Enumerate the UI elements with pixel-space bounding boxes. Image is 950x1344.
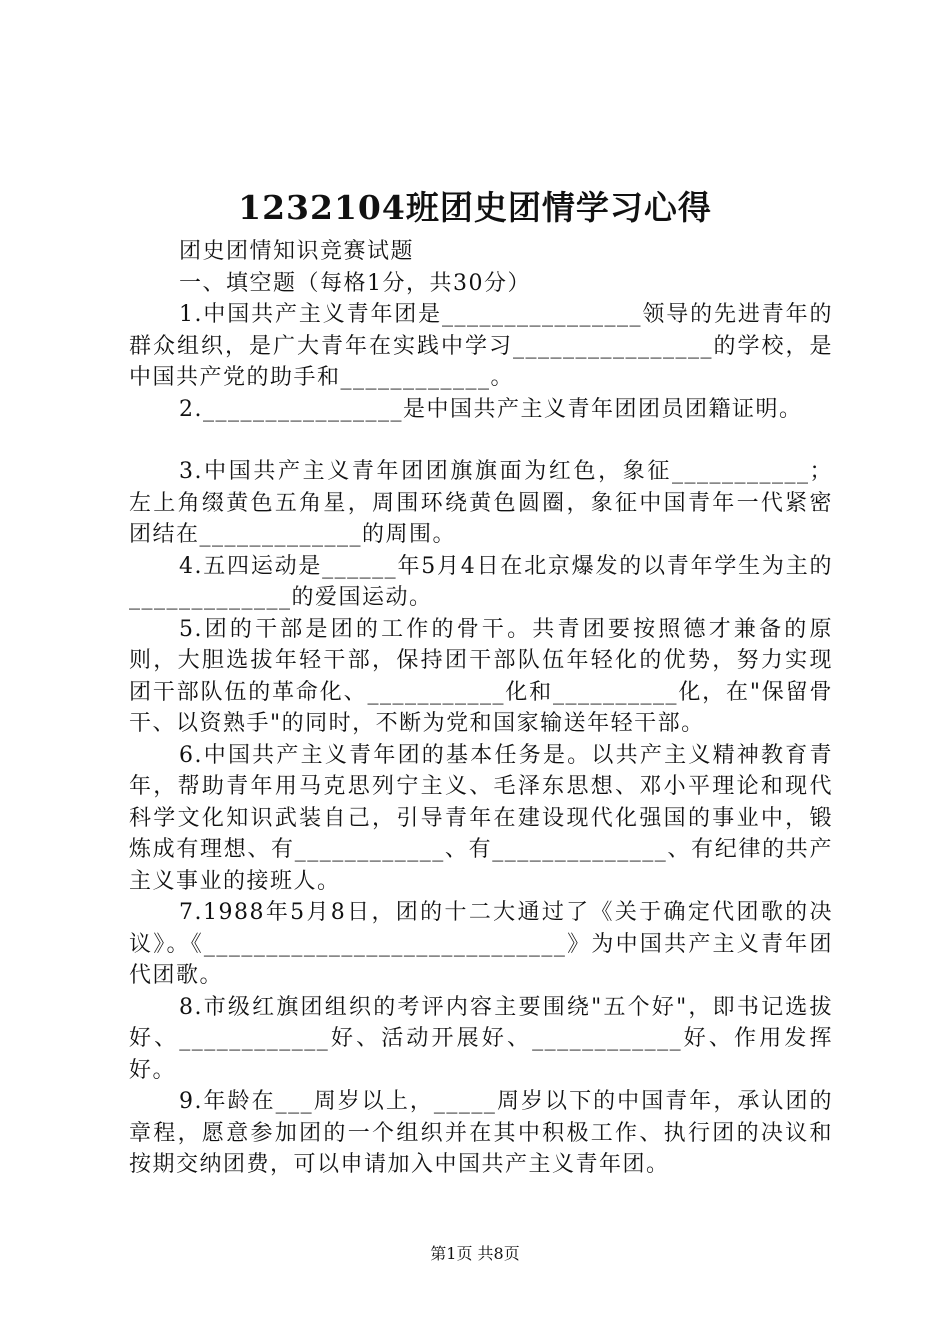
question-1: 1.中国共产主义青年团是________________领导的先进青年的群众组织，是广大青年在实践中学习________________的学校，是中国共产党的助手和____________。 [129, 302, 833, 390]
question-5: 5.团的干部是团的工作的骨干。共青团要按照德才兼备的原则，大胆选拔年轻干部，保持团干部队伍年轻化的优势，努力实现团干部队伍的革命化、___________化和__________化，在"保留骨干、以资熟手"的同时，不断为党和国家输送年轻干部。 [129, 616, 833, 736]
question-4: 4.五四运动是______年5月4日在北京爆发的以青年学生为主的_____________的爱国运动。 [129, 553, 833, 610]
question-2: 2.________________是中国共产主义青年团团员团籍证明。 [179, 396, 803, 422]
question-8: 8.市级红旗团组织的考评内容主要围绕"五个好"，即书记选拔好、____________好、活动开展好、____________好、作用发挥好。 [129, 994, 833, 1083]
page-footer: 第1页 共8页 [430, 1244, 520, 1263]
question-7: 7.1988年5月8日，团的十二大通过了《关于确定代团歌的决议》。《_____________________________》为中国共产主义青年团代团歌。 [129, 900, 833, 988]
exam-subtitle: 团史团情知识竞赛试题 [179, 239, 415, 264]
question-3: 3.中国共产主义青年团团旗旗面为红色，象征___________；左上角缀黄色五角星，周围环绕黄色圆圈，象征中国青年一代紧密团结在_____________的周围。 [129, 459, 833, 547]
question-9: 9.年龄在___周岁以上，_____周岁以下的中国青年，承认团的章程，愿意参加团的一个组织并在其中积极工作、执行团的决议和按期交纳团费，可以申请加入中国共产主义青年团。 [129, 1089, 833, 1177]
document-body [129, 236, 833, 1181]
question-6: 6.中国共产主义青年团的基本任务是。以共产主义精神教育青年，帮助青年用马克思列宁主义、毛泽东思想、邓小平理论和现代科学文化知识武装自己，引导青年在建设现代化强国的事业中，锻炼成有理想、有____________、有______________、有纪律的共产主义事业的接班人。 [129, 742, 833, 894]
section-heading: 一、填空题（每格1分，共30分） [179, 270, 531, 296]
paragraph-gap [129, 425, 833, 456]
document-title: 1232104班团史团情学习心得 [238, 188, 712, 227]
